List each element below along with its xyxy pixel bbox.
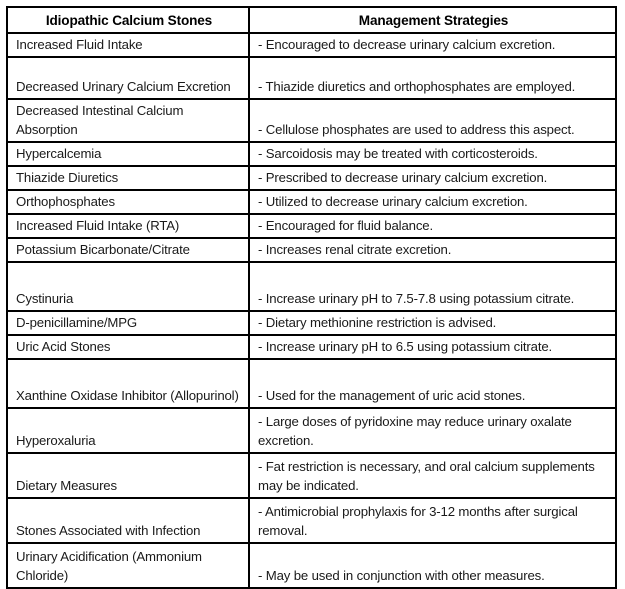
- table-row: [7, 453, 616, 498]
- row-management-label: - Dietary methionine restriction is advised.: [258, 315, 497, 330]
- row-management-cell: [249, 238, 616, 262]
- row-management-label: - Sarcoidosis may be treated with corticosteroids.: [258, 146, 538, 161]
- row-condition-label: Stones Associated with Infection: [16, 523, 201, 538]
- row-condition-label: Urinary Acidification (Ammonium Chloride): [16, 549, 202, 583]
- row-condition-cell: [7, 190, 249, 214]
- row-condition-cell: [7, 453, 249, 498]
- column-header-management-label: Management Strategies: [358, 12, 509, 28]
- row-condition-cell: [7, 408, 249, 453]
- row-management-label: - Increase urinary pH to 6.5 using potassium citrate.: [258, 339, 553, 354]
- table-row: [7, 190, 616, 214]
- row-management-cell: [249, 453, 616, 498]
- row-condition-cell: [7, 57, 249, 99]
- row-condition-cell: [7, 543, 249, 588]
- row-condition-cell: [7, 498, 249, 543]
- row-management-cell: [249, 359, 616, 408]
- idiopathic-calcium-stones-table: [6, 6, 617, 589]
- row-management-label: - May be used in conjunction with other measures.: [258, 568, 545, 583]
- row-management-label: - Prescribed to decrease urinary calcium excretion.: [258, 170, 548, 185]
- row-management-label: - Thiazide diuretics and orthophosphates are employed.: [258, 79, 576, 94]
- row-condition-label: D-penicillamine/MPG: [16, 315, 138, 330]
- table-row: [7, 335, 616, 359]
- table-row: [7, 142, 616, 166]
- row-condition-label: Hyperoxaluria: [16, 433, 96, 448]
- row-condition-label: Dietary Measures: [16, 478, 117, 493]
- column-header-condition: [7, 7, 249, 33]
- table-row: [7, 359, 616, 408]
- row-management-label: - Increases renal citrate excretion.: [258, 242, 452, 257]
- table-row: [7, 238, 616, 262]
- row-management-cell: [249, 543, 616, 588]
- table-body: [7, 33, 616, 588]
- row-condition-label: Increased Fluid Intake (RTA): [16, 218, 180, 233]
- row-management-cell: [249, 166, 616, 190]
- row-management-label: - Increase urinary pH to 7.5-7.8 using potassium citrate.: [258, 291, 575, 306]
- row-management-label: - Utilized to decrease urinary calcium excretion.: [258, 194, 528, 209]
- table-row: [7, 214, 616, 238]
- row-condition-label: Increased Fluid Intake: [16, 37, 143, 52]
- row-condition-cell: [7, 99, 249, 142]
- row-condition-cell: [7, 166, 249, 190]
- row-management-label: - Antimicrobial prophylaxis for 3-12 months after surgical removal.: [258, 504, 578, 538]
- row-management-cell: [249, 498, 616, 543]
- table-row: [7, 33, 616, 57]
- row-condition-label: Thiazide Diuretics: [16, 170, 119, 185]
- row-condition-label: Decreased Urinary Calcium Excretion: [16, 79, 231, 94]
- table-row: [7, 57, 616, 99]
- row-management-cell: [249, 262, 616, 311]
- row-management-label: - Cellulose phosphates are used to address this aspect.: [258, 122, 575, 137]
- row-condition-cell: [7, 311, 249, 335]
- row-condition-cell: [7, 33, 249, 57]
- table-row: [7, 311, 616, 335]
- row-condition-label: Decreased Intestinal Calcium Absorption: [16, 103, 184, 137]
- table-header: [7, 7, 616, 33]
- row-condition-label: Potassium Bicarbonate/Citrate: [16, 242, 190, 257]
- table-row: [7, 498, 616, 543]
- table-header-row: [7, 7, 616, 33]
- row-condition-cell: [7, 214, 249, 238]
- row-management-label: - Large doses of pyridoxine may reduce urinary oxalate excretion.: [258, 414, 572, 448]
- row-condition-cell: [7, 335, 249, 359]
- row-condition-label: Cystinuria: [16, 291, 74, 306]
- row-management-cell: [249, 190, 616, 214]
- row-management-label: - Used for the management of uric acid stones.: [258, 388, 526, 403]
- column-header-condition-label: Idiopathic Calcium Stones: [45, 12, 213, 28]
- row-management-label: - Encouraged for fluid balance.: [258, 218, 433, 233]
- table-row: [7, 408, 616, 453]
- row-condition-label: Hypercalcemia: [16, 146, 102, 161]
- table-row: [7, 543, 616, 588]
- row-management-label: - Encouraged to decrease urinary calcium excretion.: [258, 37, 556, 52]
- row-management-cell: [249, 408, 616, 453]
- row-management-cell: [249, 335, 616, 359]
- row-condition-cell: [7, 359, 249, 408]
- column-header-management: [249, 7, 616, 33]
- row-condition-label: Orthophosphates: [16, 194, 115, 209]
- table-row: [7, 99, 616, 142]
- table-row: [7, 262, 616, 311]
- row-management-cell: [249, 142, 616, 166]
- row-management-cell: [249, 214, 616, 238]
- table-row: [7, 166, 616, 190]
- row-management-cell: [249, 99, 616, 142]
- row-condition-cell: [7, 238, 249, 262]
- row-management-cell: [249, 33, 616, 57]
- row-management-label: - Fat restriction is necessary, and oral calcium supplements may be indicated.: [258, 459, 595, 493]
- row-management-cell: [249, 57, 616, 99]
- row-condition-label: Xanthine Oxidase Inhibitor (Allopurinol): [16, 388, 239, 403]
- row-condition-cell: [7, 262, 249, 311]
- row-management-cell: [249, 311, 616, 335]
- row-condition-cell: [7, 142, 249, 166]
- row-condition-label: Uric Acid Stones: [16, 339, 111, 354]
